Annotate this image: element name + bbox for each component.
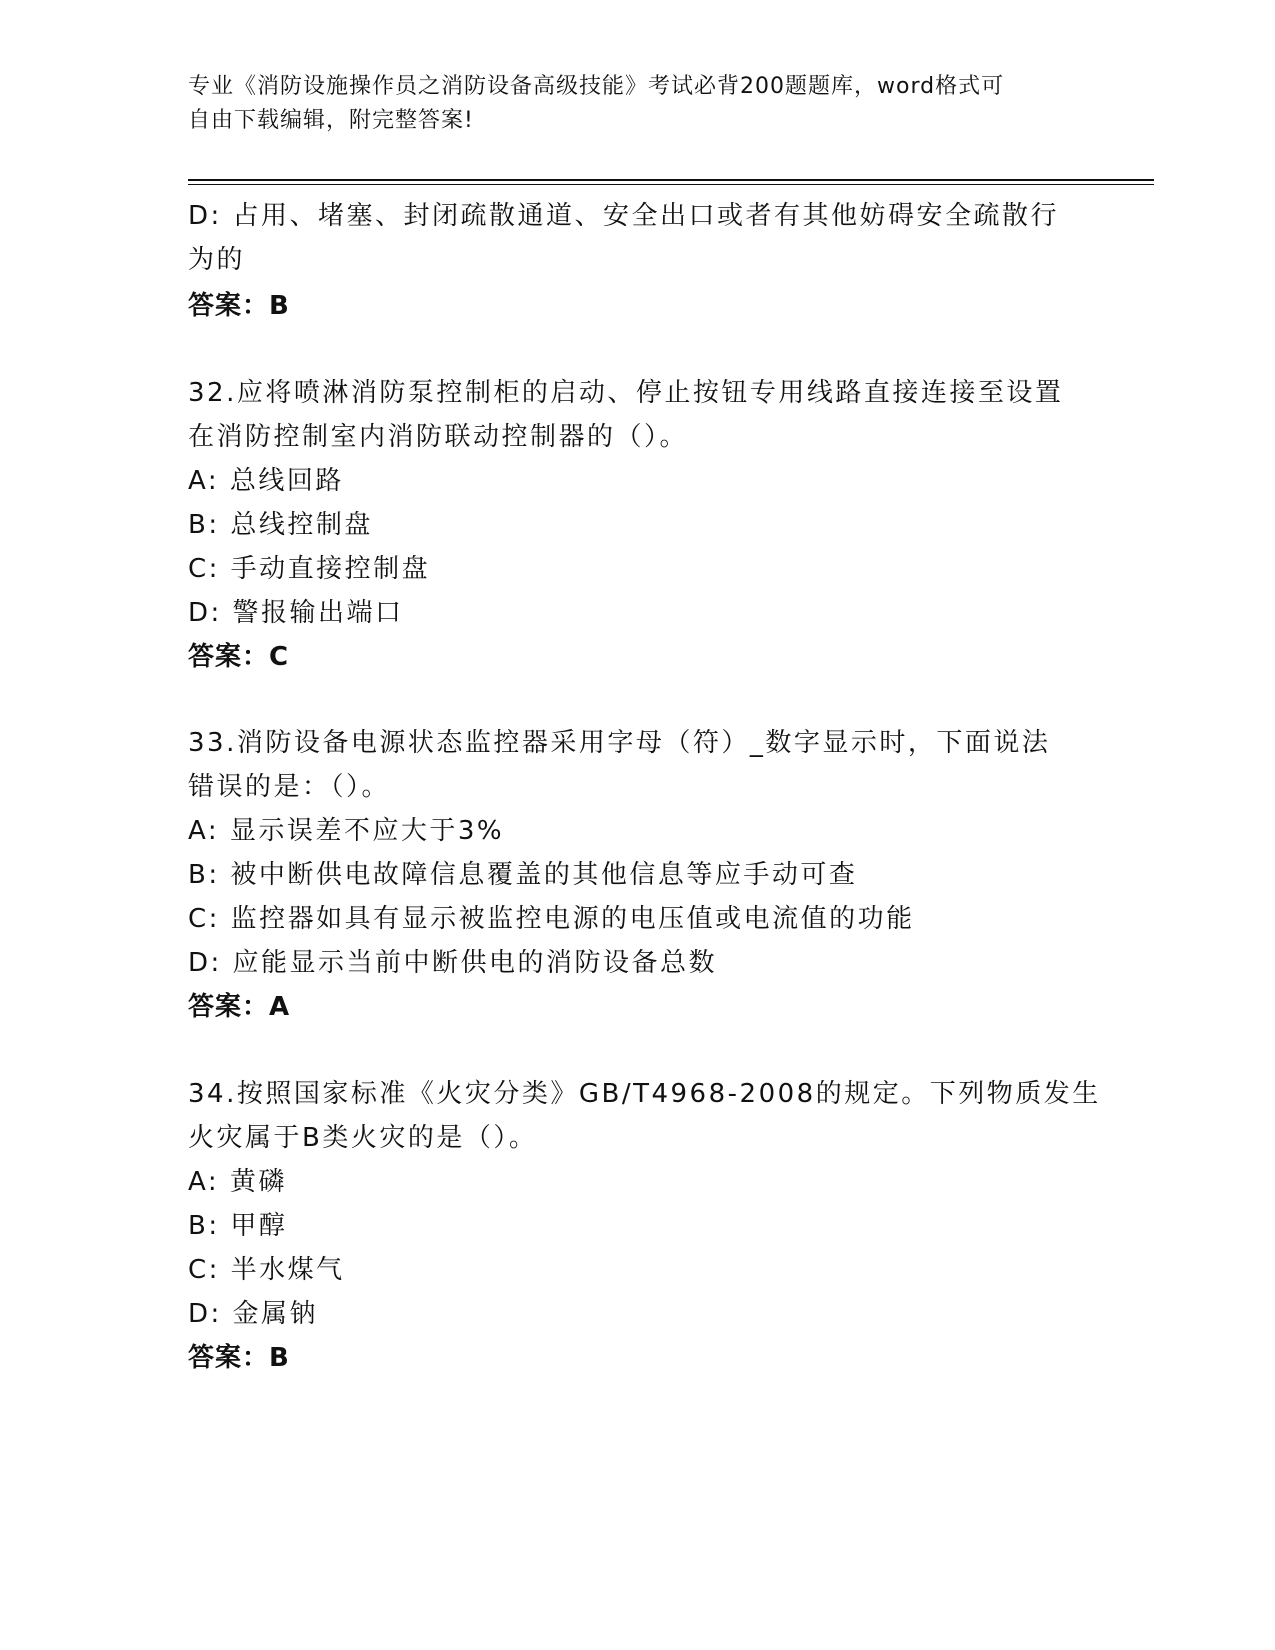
q32-option-d: D: 警报输出端口 [188, 598, 404, 628]
q32-option-c: C: 手动直接控制盘 [188, 554, 431, 584]
q34-option-d: D: 金属钠 [188, 1299, 319, 1329]
q33-answer: 答案：A [188, 992, 291, 1022]
q33-stem-line-2: 错误的是：（）。 [188, 772, 391, 802]
prev-answer: 答案：B [188, 291, 290, 321]
q34-answer: 答案：B [188, 1343, 290, 1373]
document-header [188, 70, 1088, 138]
q33-option-c: C: 监控器如具有显示被监控电源的电压值或电流值的功能 [188, 904, 915, 934]
q34-option-a: A: 黄磷 [188, 1167, 287, 1197]
q32-option-a: A: 总线回路 [188, 466, 344, 496]
q32-option-b: B: 总线控制盘 [188, 510, 373, 540]
q34-option-c: C: 半水煤气 [188, 1255, 345, 1285]
q32-answer: 答案：C [188, 642, 290, 672]
q32-stem-line-1: 32.应将喷淋消防泵控制柜的启动、停止按钮专用线路直接连接至设置 [188, 378, 1064, 408]
q33-stem-line-1: 33.消防设备电源状态监控器采用字母（符）_数字显示时，下面说法 [188, 728, 1051, 758]
q34-option-b: B: 甲醇 [188, 1211, 288, 1241]
q33-option-b: B: 被中断供电故障信息覆盖的其他信息等应手动可查 [188, 860, 858, 890]
header-divider-thin [188, 184, 1154, 185]
header-line-2: 自由下载编辑，附完整答案! [188, 108, 474, 133]
q32-stem-line-2: 在消防控制室内消防联动控制器的（）。 [188, 422, 689, 452]
q33-option-a: A: 显示误差不应大于3% [188, 816, 505, 846]
header-divider-thick [188, 179, 1154, 181]
prev-option-d-line-2: 为的 [188, 245, 246, 275]
q33-option-d: D: 应能显示当前中断供电的消防设备总数 [188, 948, 718, 978]
header-line-1: 专业《消防设施操作员之消防设备高级技能》考试必背200题题库，word格式可 [188, 74, 1005, 99]
q34-stem-line-1: 34.按照国家标准《火灾分类》GB/T4968-2008的规定。下列物质发生 [188, 1079, 1101, 1109]
prev-option-d-line-1: D: 占用、堵塞、封闭疏散通道、安全出口或者有其他妨碍安全疏散行 [188, 201, 1060, 231]
q34-stem-line-2: 火灾属于B类火灾的是（）。 [188, 1123, 538, 1153]
